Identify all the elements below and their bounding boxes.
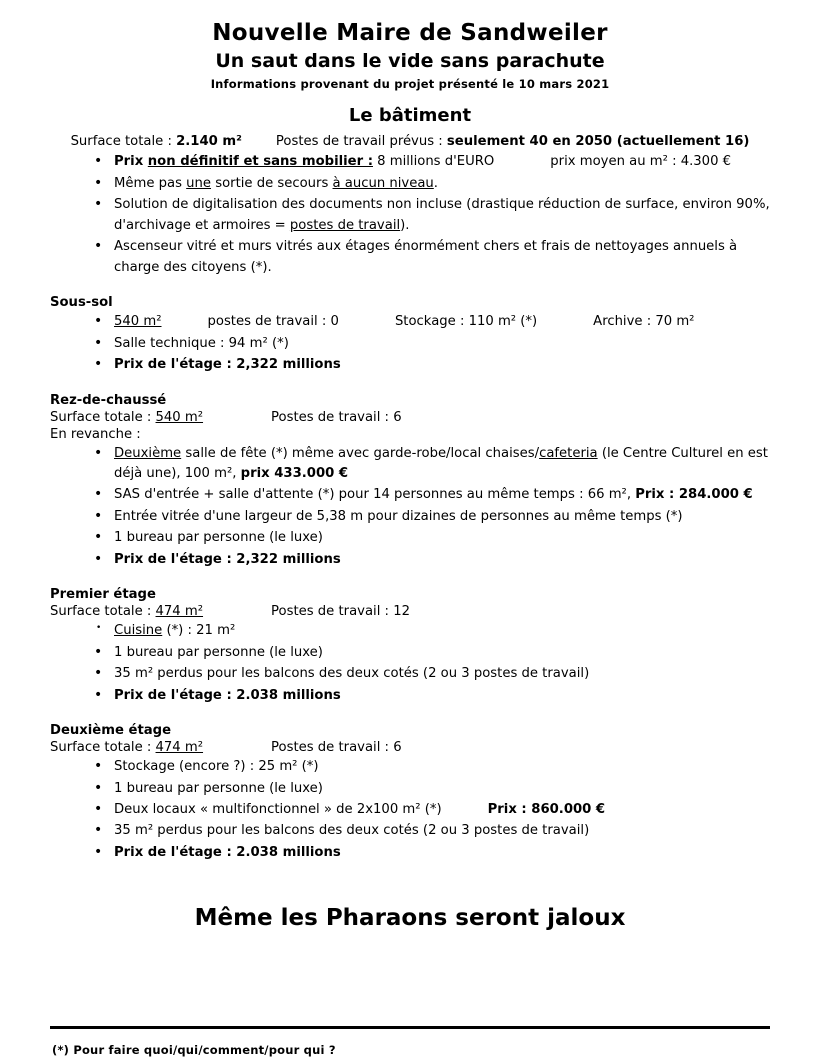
floor-list-sous-sol bbox=[50, 312, 770, 375]
list-item bbox=[112, 821, 770, 841]
exit-text-c: . bbox=[433, 175, 438, 191]
list-item bbox=[112, 686, 770, 706]
premier-balcony-loss: 35 m² perdus pour les balcons des deux cotés (2 ou 3 postes de travail) bbox=[114, 666, 590, 682]
deuxieme-posts: Postes de travail : 6 bbox=[271, 740, 402, 756]
rez-sas-text: SAS d'entrée + salle d'attente (*) pour 14 personnes au même temps : 66 m², bbox=[114, 487, 636, 503]
rez-en-revanche: En revanche : bbox=[50, 426, 141, 442]
list-item bbox=[112, 621, 770, 641]
deuxieme-multifunction-text: Deux locaux « multifonctionnel » de 2x100 m² (*) bbox=[114, 801, 442, 817]
premier-cuisine-underline: Cuisine bbox=[114, 623, 163, 639]
list-item bbox=[112, 664, 770, 684]
price-average: prix moyen au m² : 4.300 € bbox=[550, 154, 732, 170]
rez-surface-label: Surface totale : bbox=[50, 409, 156, 425]
price-underlined: non définitif et sans mobilier : bbox=[147, 154, 373, 170]
sous-sol-technical-room: Salle technique : 94 m² (*) bbox=[114, 335, 289, 351]
floor-list-premier-rest bbox=[50, 643, 770, 706]
deuxieme-multifunction-price: Prix : 860.000 € bbox=[487, 801, 606, 817]
list-item bbox=[112, 312, 770, 332]
surface-label: Surface totale : bbox=[70, 134, 177, 149]
exit-underline-two: à aucun niveau bbox=[332, 175, 434, 191]
footer-divider bbox=[50, 1026, 770, 1029]
page-subtitle: Un saut dans le vide sans parachute bbox=[215, 50, 605, 72]
list-item bbox=[112, 779, 770, 799]
rez-cafeteria-underline: cafeteria bbox=[539, 445, 598, 461]
deuxieme-surface-row bbox=[50, 740, 770, 755]
list-item bbox=[112, 485, 770, 505]
page-title: Nouvelle Maire de Sandweiler bbox=[212, 20, 608, 46]
closing-statement: Même les Pharaons seront jaloux bbox=[194, 905, 626, 932]
digital-underline: postes de travail bbox=[289, 217, 401, 233]
floor-heading-rez-de-chausse: Rez-de-chaussé bbox=[50, 392, 167, 408]
rez-hall-price: prix 433.000 € bbox=[240, 465, 349, 481]
rez-office-per-person: 1 bureau par personne (le luxe) bbox=[114, 530, 323, 546]
rez-posts: Postes de travail : 6 bbox=[271, 409, 402, 425]
digital-text-a: Solution de digitalisation des documents non incluse (drastique réduction de surface, environ 90%, d'archivage et armoires = bbox=[114, 197, 770, 233]
price-prefix: Prix bbox=[114, 154, 148, 170]
list-item bbox=[112, 800, 770, 820]
rez-surface-row bbox=[50, 410, 770, 425]
list-item bbox=[112, 507, 770, 527]
source-note: Informations provenant du projet présenté le 10 mars 2021 bbox=[210, 77, 610, 91]
rez-entrance: Entrée vitrée d'une largeur de 5,38 m pour dizaines de personnes au même temps (*) bbox=[114, 508, 683, 524]
premier-surface-row bbox=[50, 604, 770, 619]
premier-surface-label: Surface totale : bbox=[50, 604, 156, 620]
list-item bbox=[112, 757, 770, 777]
surface-value: 2.140 m² bbox=[176, 134, 242, 149]
deuxieme-storage: Stockage (encore ?) : 25 m² (*) bbox=[114, 759, 319, 775]
exit-text-a: Même pas bbox=[114, 175, 187, 191]
floor-heading-deuxieme-etage: Deuxième étage bbox=[50, 723, 172, 739]
list-item bbox=[112, 643, 770, 663]
deuxieme-office-per-person: 1 bureau par personne (le luxe) bbox=[114, 780, 323, 796]
floor-list-deuxieme bbox=[50, 757, 770, 863]
posts-label: Postes de travail prévus : bbox=[275, 134, 447, 149]
building-bullet-list bbox=[50, 152, 770, 278]
floor-list-rez bbox=[50, 444, 770, 571]
floor-heading-premier-etage: Premier étage bbox=[50, 587, 156, 603]
list-item bbox=[112, 334, 770, 354]
premier-price: Prix de l'étage : 2.038 millions bbox=[114, 687, 341, 703]
deuxieme-balcony-loss: 35 m² perdus pour les balcons des deux cotés (2 ou 3 postes de travail) bbox=[114, 823, 590, 839]
premier-office-per-person: 1 bureau par personne (le luxe) bbox=[114, 644, 323, 660]
sous-sol-posts: postes de travail : 0 bbox=[207, 314, 339, 330]
list-item bbox=[112, 843, 770, 863]
rez-hall-text-a: salle de fête (*) même avec garde-robe/local chaises/ bbox=[181, 445, 540, 461]
list-item bbox=[112, 444, 770, 485]
sous-sol-storage: Stockage : 110 m² (*) bbox=[394, 314, 538, 330]
footer-note: (*) Pour faire quoi/qui/comment/pour qui ? bbox=[52, 1043, 336, 1057]
deuxieme-surface-value: 474 m² bbox=[155, 740, 204, 756]
list-item bbox=[112, 355, 770, 375]
premier-posts: Postes de travail : 12 bbox=[271, 604, 410, 620]
digital-text-b: ). bbox=[400, 217, 410, 233]
price-rest: 8 millions d'EURO bbox=[372, 154, 495, 170]
rez-surface-value: 540 m² bbox=[155, 409, 204, 425]
sous-sol-archive: Archive : 70 m² bbox=[593, 314, 695, 330]
sous-sol-price: Prix de l'étage : 2,322 millions bbox=[114, 357, 341, 373]
list-item bbox=[112, 528, 770, 548]
rez-deuxieme-underline: Deuxième bbox=[114, 445, 182, 461]
rez-price: Prix de l'étage : 2,322 millions bbox=[114, 551, 341, 567]
posts-value: seulement 40 en 2050 (actuellement 16) bbox=[446, 134, 750, 149]
elevator-text: Ascenseur vitré et murs vitrés aux étages énormément chers et frais de nettoyages annuels à charge des citoyens (*). bbox=[114, 239, 738, 275]
list-item bbox=[112, 550, 770, 570]
list-item bbox=[112, 237, 770, 278]
section-heading-building: Le bâtiment bbox=[348, 105, 472, 126]
deuxieme-price: Prix de l'étage : 2.038 millions bbox=[114, 844, 341, 860]
building-surface-row bbox=[50, 132, 770, 152]
list-item bbox=[112, 195, 770, 236]
sous-sol-surface: 540 m² bbox=[114, 314, 162, 330]
rez-sas-price: Prix : 284.000 € bbox=[635, 487, 753, 503]
exit-underline-one: une bbox=[186, 175, 212, 191]
premier-surface-value: 474 m² bbox=[155, 604, 204, 620]
exit-text-b: sortie de secours bbox=[211, 175, 333, 191]
deuxieme-surface-label: Surface totale : bbox=[50, 740, 156, 756]
floor-list-premier bbox=[50, 621, 770, 641]
premier-cuisine-text: (*) : 21 m² bbox=[162, 623, 236, 639]
list-item bbox=[112, 152, 770, 172]
rez-hall-text-b: (le Centre Culturel en est déjà une), 100 m², bbox=[114, 445, 768, 481]
floor-heading-sous-sol: Sous-sol bbox=[50, 295, 113, 311]
list-item bbox=[112, 174, 770, 194]
